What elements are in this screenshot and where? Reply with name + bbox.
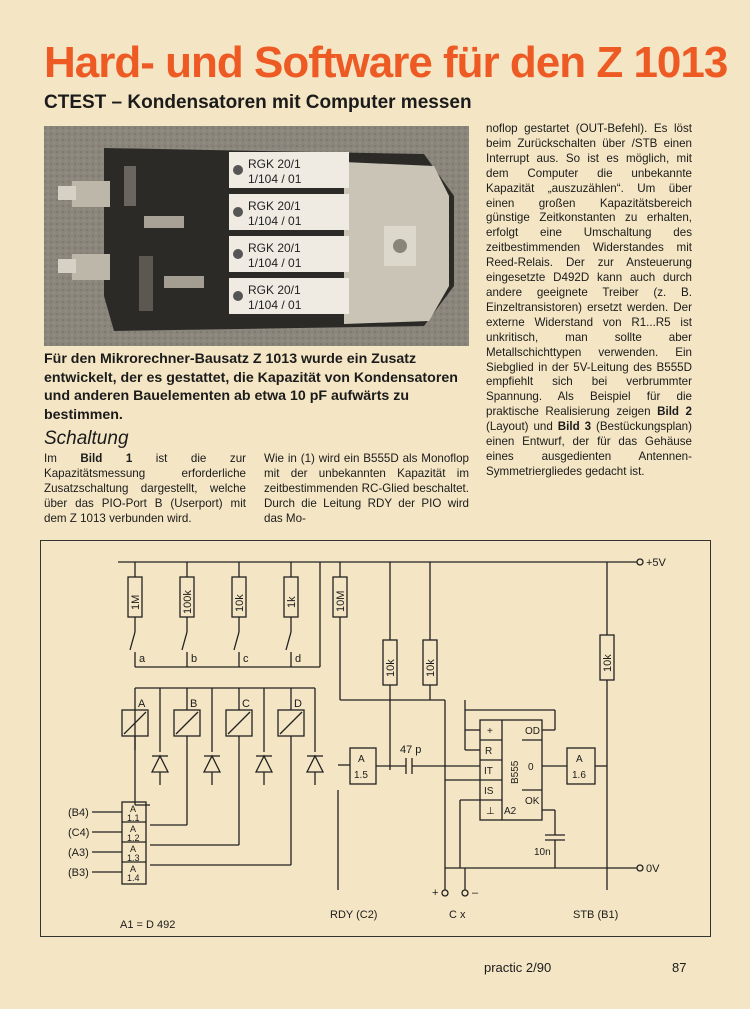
- b555-pin-ok: OK: [525, 796, 540, 807]
- page-subtitle: CTEST – Kondensatoren mit Computer messen: [44, 92, 472, 113]
- col1-text-b: ist die zur Kapazitätsmessung erforderliche Zusatzschaltung dargestellt, welche über das PIO-Port B (Userport) mit dem Z 1013 verbunden wird.: [44, 452, 246, 525]
- switch-a-label: a: [139, 653, 146, 665]
- relay-b-label: B: [190, 698, 198, 710]
- gate-3-label: 1.3: [127, 853, 140, 863]
- b555-pin-0: 0: [528, 762, 534, 773]
- body-column-1: [44, 452, 246, 527]
- resistor-10k-mid1-label: 10k: [385, 659, 397, 677]
- resistor-10m-label: 10M: [335, 590, 347, 612]
- relay-d-label: D: [294, 698, 302, 710]
- switch-c-label: c: [243, 653, 249, 665]
- relay-label-1a: RGK 20/1: [248, 157, 301, 171]
- stb-label: STB (B1): [573, 909, 619, 921]
- col3-text-a: noflop gestartet (OUT-Befehl). Es löst beim Zurückschalten über /STB einen Interrupt aus. So ist es möglich, mit dem Computer die unbekannte Kapazität „auszuzählen“. Um über einen großen Kapazitätsbereich günstige Zeitkonstanten zu erhalten, erfolgt eine Umschaltung des zeitbestimmenden Widerstandes mit Reed-Relais. Der zur Ansteuerung eingesetzte D492D kann auch durch andere geeignete Treiber (z. B. Einzeltransistoren) ersetzt werden. Der externe Widerstand von R1...R5 ist unkritisch, man sollte aber Metallschichttypen verwenden. Ein Siebglied in der 5V-Leitung des B555D empfiehlt sich bei verbrummter Spannung. Als Beispiel für die praktische Realisierung zeigen: [486, 122, 692, 419]
- journal-footer: practic 2/90: [484, 960, 552, 975]
- col3-figure-ref-3: Bild 3: [557, 420, 592, 434]
- relay-label-2b: 1/104 / 01: [248, 214, 302, 228]
- gate-2-letter: A: [130, 824, 137, 834]
- col3-text-b: (Layout) und: [486, 420, 558, 434]
- resistor-100k-label: 100k: [182, 590, 194, 614]
- gate-1-label: 1.1: [127, 813, 140, 823]
- body-column-2: Wie in (1) wird ein B555D als Monoflop mit der unbekannten Kapazität im zeitbestimmenden RC-Glied beschaltet. Durch die Leitung RDY der PIO wird das Mo-: [264, 452, 469, 525]
- cx-minus-label: –: [472, 887, 479, 899]
- gate-1-letter: A: [130, 804, 137, 814]
- b555-pin-gnd: ⊥: [486, 806, 495, 817]
- resistor-1m-label: 1M: [130, 594, 142, 610]
- board-photo-drawing: [44, 126, 469, 346]
- gate-2-label: 1.2: [127, 833, 140, 843]
- cap-10n-label: 10n: [534, 847, 551, 858]
- cx-label: C x: [449, 909, 466, 921]
- relay-label-3a: RGK 20/1: [248, 241, 301, 255]
- b555-pin-is: IS: [484, 786, 494, 797]
- relay-label-4a: RGK 20/1: [248, 283, 301, 297]
- rdy-label: RDY (C2): [330, 909, 378, 921]
- input-b4-label: (B4): [68, 807, 89, 819]
- input-c4-label: (C4): [68, 827, 90, 839]
- col3-figure-ref-2: Bild 2: [657, 405, 692, 419]
- relay-a-label: A: [138, 698, 146, 710]
- lead-paragraph: Für den Mikrorechner-Bausatz Z 1013 wurde ein Zusatz entwickelt, der es gestattet, die Kapazität von Kondensatoren und anderen Bauelementen ab etwa 10 pF aufwärts zu bestimmen.: [44, 351, 458, 423]
- gate-16-letter: A: [576, 754, 583, 765]
- resistor-10k-right-label: 10k: [602, 654, 614, 672]
- cap-47p-label: 47 p: [400, 744, 422, 756]
- ic-caption: A1 = D 492: [120, 919, 176, 931]
- b555-pin-plus: +: [487, 726, 493, 737]
- body-column-3: [486, 122, 692, 480]
- resistor-10k-label: 10k: [234, 594, 246, 612]
- relay-label-1b: 1/104 / 01: [248, 172, 302, 186]
- resistor-10k-mid2-label: 10k: [425, 659, 437, 677]
- resistor-1k-label: 1k: [286, 596, 298, 608]
- supply-plus-label: +5V: [646, 557, 666, 569]
- col3-text-c: (Bestückungsplan) einen Entwurf, der für das Gehäuse eines ausgedienten Antennen-Symmetriergliedes gedacht ist.: [486, 420, 692, 478]
- supply-zero-label: 0V: [646, 863, 660, 875]
- input-a3-label: (A3): [68, 847, 89, 859]
- switch-b-label: b: [191, 653, 198, 665]
- page-title: Hard- und Software für den Z 1013: [44, 38, 728, 87]
- gate-16-label: 1.6: [572, 770, 586, 781]
- switch-d-label: d: [295, 653, 302, 665]
- cx-plus-label: +: [432, 887, 439, 899]
- gate-15-label: 1.5: [354, 770, 368, 781]
- gate-3-letter: A: [130, 844, 137, 854]
- relay-label-3b: 1/104 / 01: [248, 256, 302, 270]
- b555-pin-it: IT: [484, 766, 493, 777]
- b555-pin-od: OD: [525, 726, 540, 737]
- gate-4-label: 1.4: [127, 873, 140, 883]
- relay-c-label: C: [242, 698, 250, 710]
- circuit-board-photo: [44, 126, 469, 346]
- gate-15-letter: A: [358, 754, 365, 765]
- relay-label-4b: 1/104 / 01: [248, 298, 302, 312]
- gate-4-letter: A: [130, 864, 137, 874]
- input-b3-label: (B3): [68, 867, 89, 879]
- col1-figure-ref: Bild 1: [80, 452, 133, 465]
- circuit-schematic: [40, 540, 711, 937]
- relay-label-2a: RGK 20/1: [248, 199, 301, 213]
- b555-a2-label: A2: [504, 806, 517, 817]
- b555-pin-r: R: [485, 746, 493, 757]
- section-heading: Schaltung: [44, 428, 129, 449]
- col1-text-a: Im: [44, 452, 81, 465]
- b555-label: B555: [510, 760, 521, 784]
- page-number: 87: [672, 960, 687, 975]
